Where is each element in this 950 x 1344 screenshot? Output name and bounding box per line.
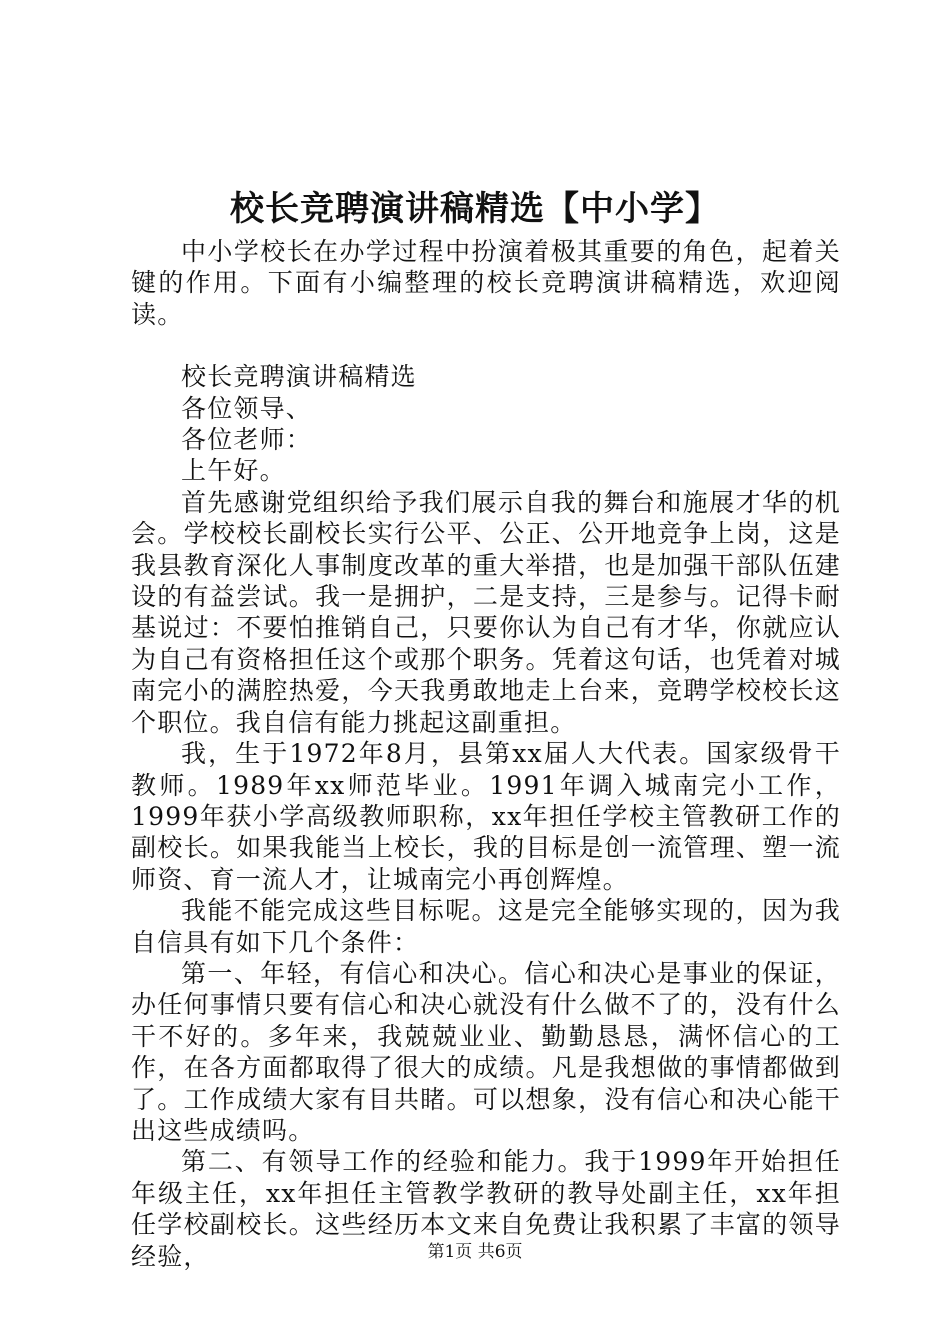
paragraph-self-intro: 我，生于1972年8月，县第xx届人大代表。国家级骨干教师。1989年xx师范毕业。1991年调入城南完小工作，1999年获小学高级教师职称，xx年担任学校主管教研工作的副校长。如果我能当上校长，我的目标是创一流管理、塑一流师资、育一流人才，让城南完小再创辉煌。 bbox=[131, 739, 841, 894]
speech-subtitle: 校长竞聘演讲稿精选 bbox=[181, 362, 417, 392]
intro-paragraph: 中小学校长在办学过程中扮演着极其重要的角色，起着关键的作用。下面有小编整理的校长竞聘演讲稿精选，欢迎阅读。 bbox=[131, 237, 841, 329]
paragraph-conditions: 我能不能完成这些目标呢。这是完全能够实现的，因为我自信具有如下几个条件： bbox=[131, 896, 841, 957]
paragraph-first-condition: 第一、年轻，有信心和决心。信心和决心是事业的保证，办任何事情只要有信心和决心就没有什么做不了的，没有什么干不好的。多年来，我兢兢业业、勤勤恳恳，满怀信心的工作，在各方面都取得了很大的成绩。凡是我想做的事情都做到了。工作成绩大家有目共睹。可以想象，没有信心和决心能干出这些成绩吗。 bbox=[131, 958, 841, 1145]
document-body bbox=[131, 236, 841, 1272]
greeting-morning: 上午好。 bbox=[181, 456, 286, 486]
document-title: 校长竞聘演讲稿精选【中小学】 bbox=[230, 189, 720, 229]
blank-line bbox=[131, 330, 841, 361]
paragraph-second-condition: 第二、有领导工作的经验和能力。我于1999年开始担任年级主任，xx年担任主管教学教研的教导处副主任，xx年担任学校副校长。这些经历本文来自免费让我积累了丰富的领导经验， bbox=[131, 1147, 841, 1271]
greeting-teachers: 各位老师： bbox=[181, 425, 313, 455]
paragraph-thanks: 首先感谢党组织给予我们展示自我的舞台和施展才华的机会。学校校长副校长实行公平、公正、公开地竞争上岗，这是我县教育深化人事制度改革的重大举措，也是加强干部队伍建设的有益尝试。我一是拥护，二是支持，三是参与。记得卡耐基说过：不要怕推销自己，只要你认为自己有才华，你就应认为自己有资格担任这个或那个职务。凭着这句话，也凭着对城南完小的满腔热爱，今天我勇敢地走上台来，竞聘学校校长这个职位。我自信有能力挑起这副重担。 bbox=[131, 487, 841, 737]
greeting-leaders: 各位领导、 bbox=[181, 393, 313, 423]
page-number-footer: 第1页 共6页 bbox=[427, 1242, 523, 1262]
